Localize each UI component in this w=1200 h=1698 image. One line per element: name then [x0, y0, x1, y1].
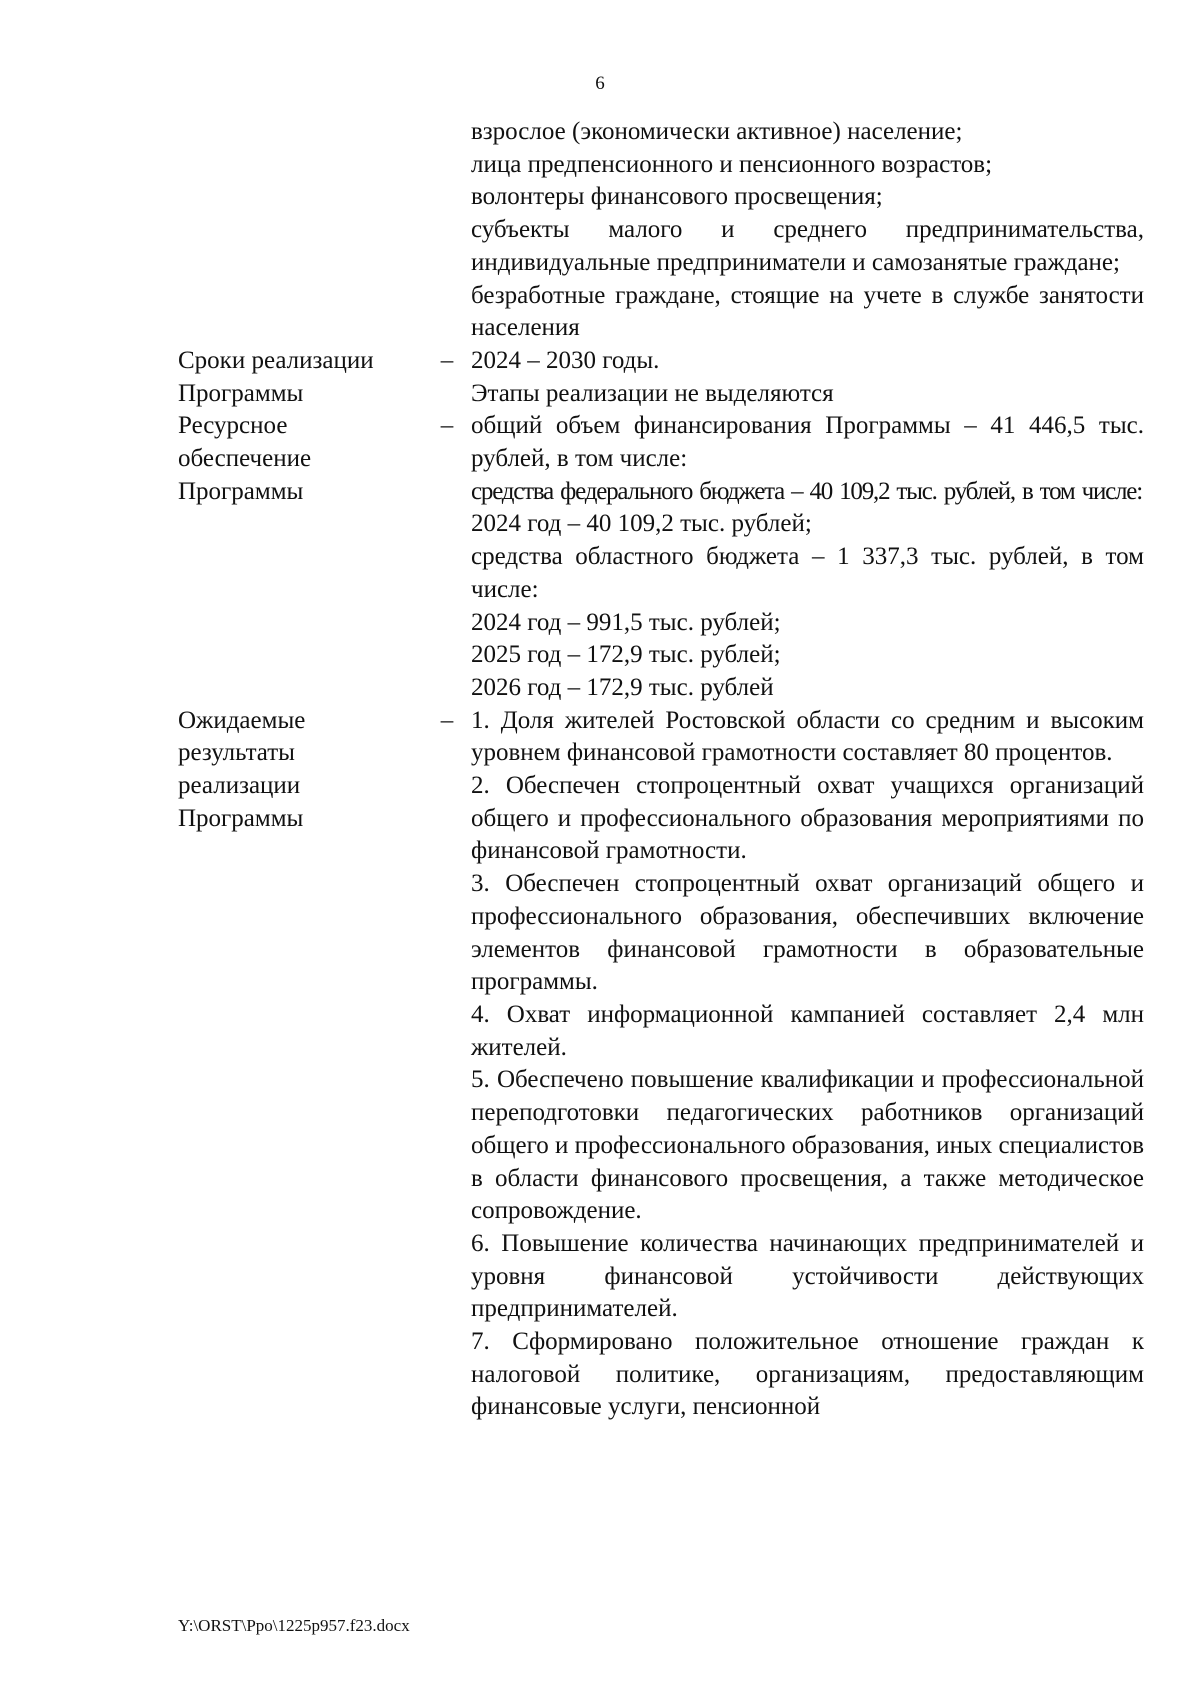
content-paragraph: 2. Обеспечен стопроцентный охват учащихся организаций общего и профессионального образования мероприятиями по финансовой грамотности.: [471, 772, 1144, 865]
content-paragraph: средства областного бюджета – 1 337,3 тыс. рублей, в том числе:: [471, 543, 1144, 603]
page-number: 6: [595, 73, 605, 94]
row-label-line: результаты: [178, 739, 295, 767]
content-paragraph: 6. Повышение количества начинающих предпринимателей и уровня финансовой устойчивости действующих предпринимателей.: [471, 1229, 1144, 1323]
content-paragraph: общий объем финансирования Программы – 41 446,5 тыс. рублей, в том числе:: [471, 412, 1144, 473]
content-paragraph: 2026 год – 172,9 тыс. рублей: [471, 673, 774, 701]
content-paragraph: 5. Обеспечено повышение квалификации и профессиональной переподготовки педагогических работников организаций общего и профессионального образования, иных специалистов в области финансового просвещения, а также методическое сопровождение.: [471, 1066, 1144, 1225]
content-paragraph: Этапы реализации не выделяются: [471, 379, 834, 407]
row-label-line: Программы: [178, 379, 304, 407]
content-paragraph: средства федерального бюджета – 40 109,2 тыс. рублей, в том числе:: [471, 477, 1142, 505]
content-paragraph: взрослое (экономически активное) население;: [471, 118, 963, 145]
passport-table: [178, 116, 1144, 1424]
content-paragraph: 3. Обеспечен стопроцентный охват организаций общего и профессионального образования, обеспечивших включение элементов финансовой грамотности в образовательные программы.: [471, 870, 1144, 996]
row-label: [178, 410, 423, 704]
content-paragraph: 4. Охват информационной кампанией составляет 2,4 млн жителей.: [471, 1000, 1144, 1061]
row-content: [471, 345, 1144, 410]
row-dash: –: [440, 346, 454, 374]
row-content: [471, 410, 1144, 704]
content-paragraph: 2024 – 2030 годы.: [471, 346, 660, 374]
content-paragraph: 1. Доля жителей Ростовской области со средним и высоким уровнем финансовой грамотности составляет 80 процентов.: [471, 706, 1144, 767]
row-label: [178, 345, 423, 410]
content-paragraph: 2025 год – 172,9 тыс. рублей;: [471, 641, 781, 669]
content-paragraph: волонтеры финансового просвещения;: [471, 183, 883, 211]
row-dash: –: [440, 412, 454, 440]
table-row: [178, 345, 1144, 410]
row-label: [178, 705, 423, 1424]
row-label-line: Ожидаемые: [178, 706, 306, 734]
row-label-line: Ресурсное: [178, 412, 288, 440]
row-dash: –: [440, 706, 454, 734]
table-row: [178, 705, 1144, 1424]
content-paragraph: субъекты малого и среднего предпринимательства, индивидуальные предприниматели и самозанятые граждане;: [471, 216, 1144, 276]
row-content: [471, 116, 1144, 345]
row-label-line: Сроки реализации: [178, 346, 374, 374]
footer-file-path: Y:\ORST\Ppo\1225p957.f23.docx: [178, 1616, 410, 1635]
row-label-line: обеспечение: [178, 445, 312, 473]
row-label: [178, 116, 423, 345]
row-label-line: реализации: [178, 772, 301, 800]
row-dash: [423, 116, 471, 345]
table-row: [178, 410, 1144, 704]
row-content: [471, 705, 1144, 1424]
row-label-line: Программы: [178, 804, 304, 832]
row-label-line: Программы: [178, 477, 304, 505]
content-paragraph: лица предпенсионного и пенсионного возрастов;: [471, 150, 993, 178]
content-paragraph: 2024 год – 40 109,2 тыс. рублей;: [471, 510, 812, 538]
content-paragraph: 7. Сформировано положительное отношение граждан к налоговой политике, организациям, предоставляющим финансовые услуги, пенсионной: [471, 1328, 1144, 1421]
content-paragraph: 2024 год – 991,5 тыс. рублей;: [471, 608, 781, 636]
content-paragraph: безработные граждане, стоящие на учете в службе занятости населения: [471, 281, 1144, 342]
table-row: [178, 116, 1144, 345]
